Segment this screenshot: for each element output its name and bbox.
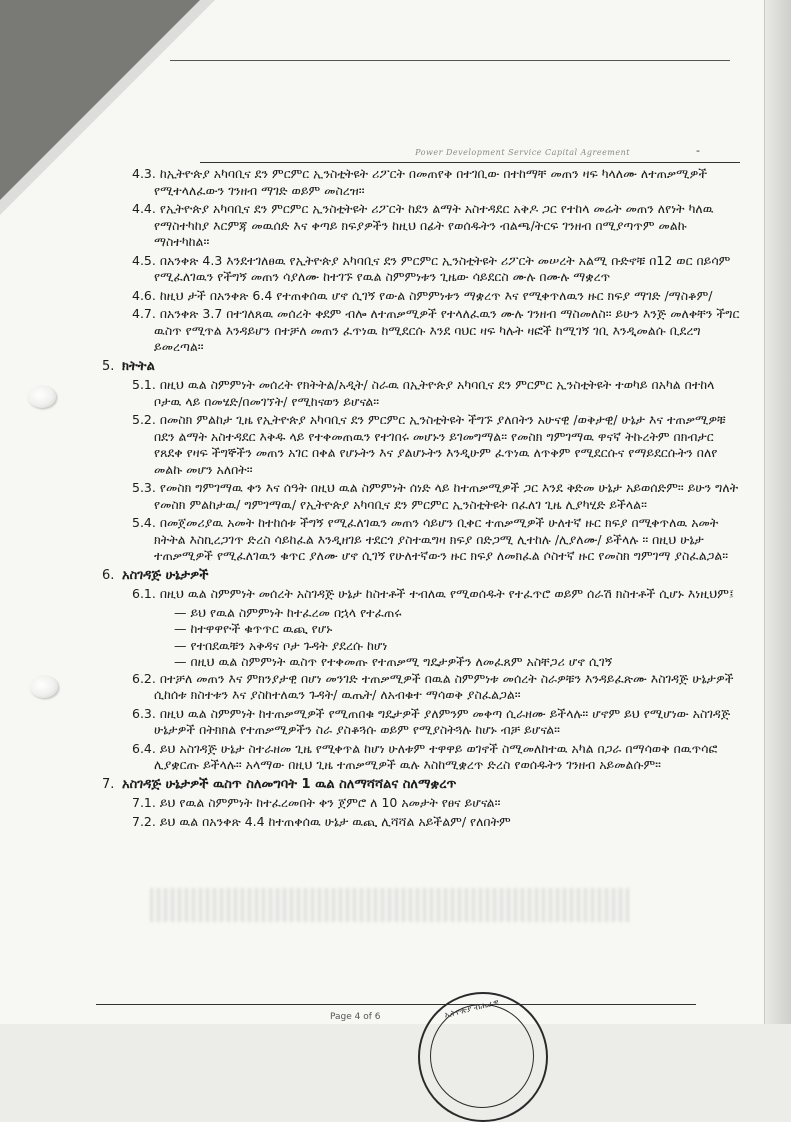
clause-7-1: 7.1. ይህ የዉል ስምምነት ከተፈረመበት ቀን ጀምሮ ለ 10 አመታት የፀና ይሆናል።: [132, 795, 501, 810]
punch-hole-top: [28, 386, 56, 408]
page-header: [200, 144, 740, 163]
document-body: [100, 166, 740, 832]
section-7-heading: 7. አስገዳጅ ሁኔታዎች ዉስጥ ስለመግባት 1 ዉል ስለማሻሻልና ስለማቋረጥ: [102, 776, 457, 792]
page-stack-edge: [764, 0, 791, 1024]
section-6-heading: 6. አስገዳጅ ሁኔታዎች: [102, 567, 209, 583]
footer-text: Page 4 of 6: [330, 1012, 381, 1022]
top-rule: [170, 60, 730, 61]
clause-6-2: 6.2. በተቻለ መጠን እና ምክንያታዊ በሆነ መንገድ ተጠቃሚዎች በዉል ስምምነቱ መሰረት ስራዎቹን እንዳይፈጽሙ እስገዳጅ ሁኔታዎች ሲከሰቱ ክስተቱን እና ያስከተለዉን ጉዳት/ ዉጤት/ ለአብቁተ ማሳወቅ ያስፈልጋል።: [132, 670, 734, 702]
list-item: — ከተዋዋዮች ቁጥጥር ዉጪ የሆኑ: [174, 621, 333, 636]
header-page-mark: -: [696, 144, 700, 157]
list-item: — የተበደዉቹን አቅዳና ቦታ ጉዳት ያደረሱ ከሆነ: [174, 637, 388, 653]
clause-5-1: 5.1. በዚህ ዉል ስምምነት መሰረት የክትትል/አዲት/ ስራዉ በኢትዮጵያ አካባቢና ደን ምርምር ኢንስቲትዩት ተወካይ በአካል በተከላ ቦታዉ ላይ በመሄድ/በመገኘት/ የሚከናወን ይሆናል።: [132, 377, 715, 409]
clause-5-4: 5.4. በመጀመሪያዉ አመት ከተከሰቱ ችግኝ የሚፈለገዉን መጠን ሳይሆን ቢቀር ተጠቃሚዎች ሁለተኛ ዙር ክፍያ በሚቀጥለዉ አመት ክትትል እስኪረጋገጥ ድረስ ሳይከፈል እንዲዘገይ ተደርጎ ያስተዉግዛ ክፍያ በድጋሚ ሊተከሉ /ሊያለሙ/ ይችላሉ ። በዚህ ሁኔታ ተጠቃሚዎች የሚፈለገዉን ቁጥር ያለሙ ሆኖ ሲገኝ የሁለተኛውን ዙር ክፍያ ለመክፈል ሶስተኛ ዙር የመስክ ግምገማ ያስፈልጋል።: [132, 515, 729, 563]
punch-hole-bottom: [30, 676, 58, 698]
scan-smudge: [150, 888, 630, 922]
list-item: — በዚህ ዉል ስምምነት ዉስጥ የተቀመጡ የተጠቃሚ ግዴታዎችን ለመፈጸም አስቸጋሪ ሆኖ ሲገኝ: [174, 654, 613, 669]
stamp-text: ኢትዮጵያ ብሔራዊ: [443, 997, 500, 1020]
clause-4-4: 4.4. የኢትዮጵያ አካባቢና ደን ምርምር ኢንስቲትዩት ሪፖርት ከደን ልማት አስተዳደር አቅዶ ጋር የተከላ መሬት መጠን ለየነት ካለዉ የማስተካከያ እርምጃ መዉሰድ እና ቀጣይ ክፍያዎችን ከዚህ በፊት የወሰዱትን ብልጫ/ትርፍ ገንዘብ በሚያጣጥም መልኩ ማስተካከል።: [132, 201, 714, 249]
clause-6-4: 6.4. ይህ አስገዳጅ ሁኔታ ስተራዘመ ጊዜ የሚቀጥል ከሆነ ሁለቱም ተዋዋይ ወገኖች ስሚመለከተዉ አካል በጋራ በማሳወቅ በዉጥሳፎ ሊያቋርጡ ይችላሉ። አላማው በዚህ ጊዜ ተጠቃሚዎች ዉሉ እስከሚቋረጥ ድረስ የወሰዱትን ገንዘብ አይመልሱም።: [132, 740, 718, 772]
clause-6-3: 6.3. በዚህ ዉል ስምምነት ከተጠቃሚዎች የሚጠበቁ ግዴታዎች ያለምንም መቀጣ ሲራዘሙ ይችላሉ። ሆኖም ይህ የሚሆነው አስገዳጅ ሁኔታዎች በትክክል የተጠቃሚዎችን ስራ ያስቆጓሱ ወይም የሚያስትጓሉ ከሆኑ ብቻ ይሆናል።: [132, 705, 731, 737]
header-faint-text: Power Development Service Capital Agreement: [415, 148, 630, 157]
clause-4-5: 4.5. በአንቀጽ 4.3 እንደተገለፀዉ የኢትዮጵያ አካባቢና ደን ምርምር ኢንስቲትዩት ሪፖርት መሠረት አልሚ ቡድኖቹ በ12 ወር በይሳም የሚፈለገዉን የችግኝ መጠን ሳያለሙ ከተገኙ የዉል ስምምነቱን ጊዜው ሳይደርስ ሙሉ በሙሉ ማቋረጥ: [132, 252, 731, 284]
clause-6-1: 6.1. በዚህ ዉል ስምምነት መሰረት አስገዳጅ ሁኔታ ከስተቶች ተብለዉ የሚወሰዱት የተፈጥሮ ወይም ሰራሽ ክስተቶች ሲሆኑ እነዚህም፤: [132, 586, 734, 601]
list-item: — ይህ የዉል ስምምነት ከተፈረመ በኋላ የተፈጠሩ: [174, 604, 402, 620]
official-stamp: [418, 992, 548, 1122]
clause-5-2: 5.2. በመስክ ምልከታ ጊዜ የኢትዮጵያ አካባቢና ደን ምርምር ኢንስቲትዩት ችግኙ ያለበትን አሁናዊ /ወቅታዊ/ ሁኔታ እና ተጠቃሚዎቹ በደን ልማት አስተዳደር እቅዱ ላይ የተቀመጠዉን የተገበሩ መሆኑን ይገመግማል። የመስክ ግምገማዉ ዋናኛ ትኩረትም በክብታር የጸደቀ የዛፍ ችግኞችን መጠን አገር በቀል የሆኑትን እና ያልሆኑትን እንዲሁም ፈጥነዉ ለጥቅም የሚደርሱና የማይደርሱትን በለየ መልኩ መሆን አለበት።: [132, 412, 726, 477]
clause-4-3: 4.3. ከኢትዮጵያ አካባቢና ደን ምርምር ኢንስቲትዩት ሪፖርት በመጠየቅ በተገቢው በተከማቸ መጠን ዛፍ ካላለሙ ለተጠቃሚዎች የሚተላለፈውን ገንዘብ ማገድ ወይም መስረዝ።: [132, 166, 708, 198]
section-5-heading: 5. ክትትል: [102, 358, 155, 374]
clause-5-3: 5.3. የመስክ ግምገማዉ ቀን እና ሰዓት በዚህ ዉል ስምምነት ሰነድ ላይ ከተጠቃሚዎች ጋር እንደ ቅድመ ሁኔታ አይወሰድም። ይሁን ግለት የመስክ ምልከታዉ/ ግምገማዉ/ የኢትዮጵያ አካባቢና ደን ምርምር ኢንስቲትዩት በፈለገ ጊዜ ሊያካሂድ ይችላል።: [132, 480, 739, 512]
clause-4-6: 4.6. ከዚህ ታች በአንቀጽ 6.4 የተጠቀሰዉ ሆኖ ሲገኝ የውል ስምምነቱን ማቋረጥ እና የሚቀጥለዉን ዙር ክፍያ ማገድ /ማስቆም/: [132, 287, 713, 303]
bottom-rule: [96, 1004, 696, 1005]
clause-7-2: 7.2. ይህ ዉል በአንቀጽ 4.4 ከተጠቀሰዉ ሁኔታ ዉጪ ሊሻሻል አይችልም/ የለበትም: [132, 813, 511, 829]
clause-4-7: 4.7. በአንቀጽ 3.7 በተገለጸዉ መሰረት ቀደም ብሎ ለተጠቃሚዎች የተላለፈዉን ሙሉ ገንዘብ ማስመለስ። ይሁን እንጅ መለቀቸን ችግር ዉስጥ የሚጥል እንዳይሆን በተቻለ መጠን ፈጥነዉ ከሚደርሱ እንደ ባህር ዛፍ ካሉት ዛፎች ከሚገኝ ገቢ እንዲመልሱ ቢደረግ ይመረጣል።: [132, 306, 740, 354]
